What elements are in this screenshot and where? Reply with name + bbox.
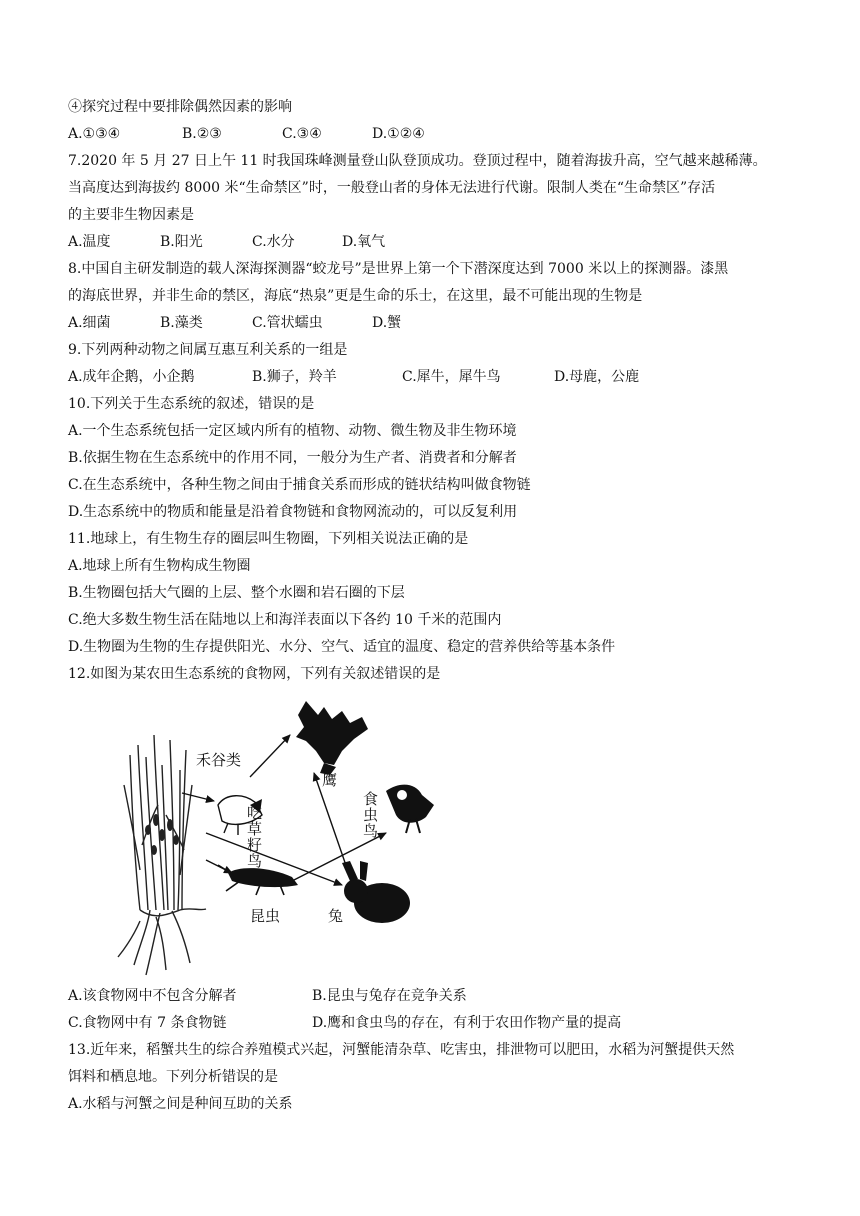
q8-option-b: B.藻类 (160, 315, 203, 331)
q9-option-a: A.成年企鹅，小企鹅 (68, 369, 195, 385)
q8-option-c: C.管状蠕虫 (252, 315, 323, 331)
q12-stem: 12.如图为某农田生态系统的食物网，下列有关叙述错误的是 (68, 666, 441, 682)
insect-silhouette (218, 865, 298, 895)
q7-option-b: B.阳光 (160, 234, 203, 250)
q6-options (68, 124, 808, 144)
q9-option-b: B.狮子，羚羊 (252, 369, 337, 385)
hawk-silhouette (296, 701, 368, 775)
arrow-insect-to-insect-bird (292, 833, 386, 881)
q10-option-a: A.一个生态系统包括一定区域内所有的植物、动物、微生物及非生物环境 (68, 423, 517, 439)
q13-stem-line-2: 饵料和栖息地。下列分析错误的是 (68, 1069, 278, 1085)
q6-option-a: A.①③④ (68, 126, 121, 142)
q9-options (68, 367, 808, 387)
q11-option-c: C.绝大多数生物生活在陆地以上和海洋表面以下各约 10 千米的范围内 (68, 612, 502, 628)
q11-option-d: D.生物圈为生物的生存提供阳光、水分、空气、适宜的温度、稳定的营养供给等基本条件 (68, 639, 616, 655)
q13-option-a: A.水稻与河蟹之间是种间互助的关系 (68, 1096, 293, 1112)
q7-stem-line-3: 的主要非生物因素是 (68, 207, 194, 223)
q8-options (68, 313, 808, 333)
q12-options-row-2 (68, 1013, 808, 1033)
q7-option-a: A.温度 (68, 234, 111, 250)
q11-option-a: A.地球上所有生物构成生物圈 (68, 558, 251, 574)
label-hawk: 鹰 (322, 771, 338, 789)
q10-option-c: C.在生态系统中，各种生物之间由于捕食关系而形成的链状结构叫做食物链 (68, 477, 531, 493)
food-web-figure (110, 695, 440, 978)
food-web-diagram (110, 695, 440, 978)
q10-option-b: B.依据生物在生态系统中的作用不同，一般分为生产者、消费者和分解者 (68, 450, 517, 466)
q13-stem-line-1: 13.近年来，稻蟹共生的综合养殖模式兴起，河蟹能清杂草、吃害虫，排泄物可以肥田，水稻为河蟹提供天然 (68, 1042, 735, 1058)
q9-option-d: D.母鹿，公鹿 (554, 369, 640, 385)
q7-option-c: C.水分 (252, 234, 295, 250)
q11-option-b: B.生物圈包括大气圈的上层、整个水圈和岩石圈的下层 (68, 585, 405, 601)
insect-bird-silhouette (386, 785, 434, 833)
q6-option-b: B.②③ (182, 126, 222, 142)
q11-stem: 11.地球上，有生物生存的圈层叫生物圈，下列相关说法正确的是 (68, 531, 469, 547)
arrow-grain-to-seed-bird (182, 793, 214, 801)
q8-stem-line-2: 的海底世界，并非生命的禁区，海底“热泉”更是生命的乐士，在这里，最不可能出现的生物是 (68, 288, 643, 304)
rabbit-silhouette (342, 861, 410, 923)
label-rabbit: 兔 (328, 907, 344, 925)
q7-option-d: D.氧气 (342, 234, 386, 250)
q7-stem-line-1: 7.2020 年 5 月 27 日上午 11 时我国珠峰测量登山队登顶成功。登顶过程中，随着海拔升高，空气越来越稀薄。 (68, 153, 767, 169)
grain-plant-illustration (118, 735, 206, 975)
q12-option-c: C.食物网中有 7 条食物链 (68, 1015, 227, 1031)
q10-stem: 10.下列关于生态系统的叙述，错误的是 (68, 396, 315, 412)
q8-stem-line-1: 8.中国自主研发制造的载人深海探测器“蛟龙号”是世界上第一个下潜深度达到 7000 米以上的探测器。漆黑 (68, 261, 729, 277)
label-grain: 禾谷类 (196, 751, 242, 769)
label-seed-bird: 吃草籽鸟 (245, 805, 263, 869)
q12-options-row-1 (68, 986, 808, 1006)
label-insect-bird: 食虫鸟 (361, 791, 379, 839)
q8-option-a: A.细菌 (68, 315, 111, 331)
q6-option-c: C.③④ (282, 126, 322, 142)
q9-stem: 9.下列两种动物之间属互惠互利关系的一组是 (68, 342, 348, 358)
q10-option-d: D.生态系统中的物质和能量是沿着食物链和食物网流动的，可以反复利用 (68, 504, 518, 520)
q12-option-d: D.鹰和食虫鸟的存在，有利于农田作物产量的提高 (312, 1015, 622, 1031)
q9-option-c: C.犀牛，犀牛鸟 (402, 369, 501, 385)
q6-option-d: D.①②④ (372, 126, 425, 142)
q8-option-d: D.蟹 (372, 315, 402, 331)
q7-options (68, 232, 808, 252)
label-insect: 昆虫 (250, 907, 281, 925)
q12-option-b: B.昆虫与兔存在竞争关系 (312, 988, 467, 1004)
q12-option-a: A.该食物网中不包含分解者 (68, 988, 237, 1004)
q6-item4: ④探究过程中要排除偶然因素的影响 (68, 99, 292, 115)
arrow-seed-bird-to-hawk (250, 735, 290, 777)
q7-stem-line-2: 当高度达到海拔约 8000 米“生命禁区”时，一般登山者的身体无法进行代谢。限制人类在“生命禁区”存活 (68, 180, 716, 196)
